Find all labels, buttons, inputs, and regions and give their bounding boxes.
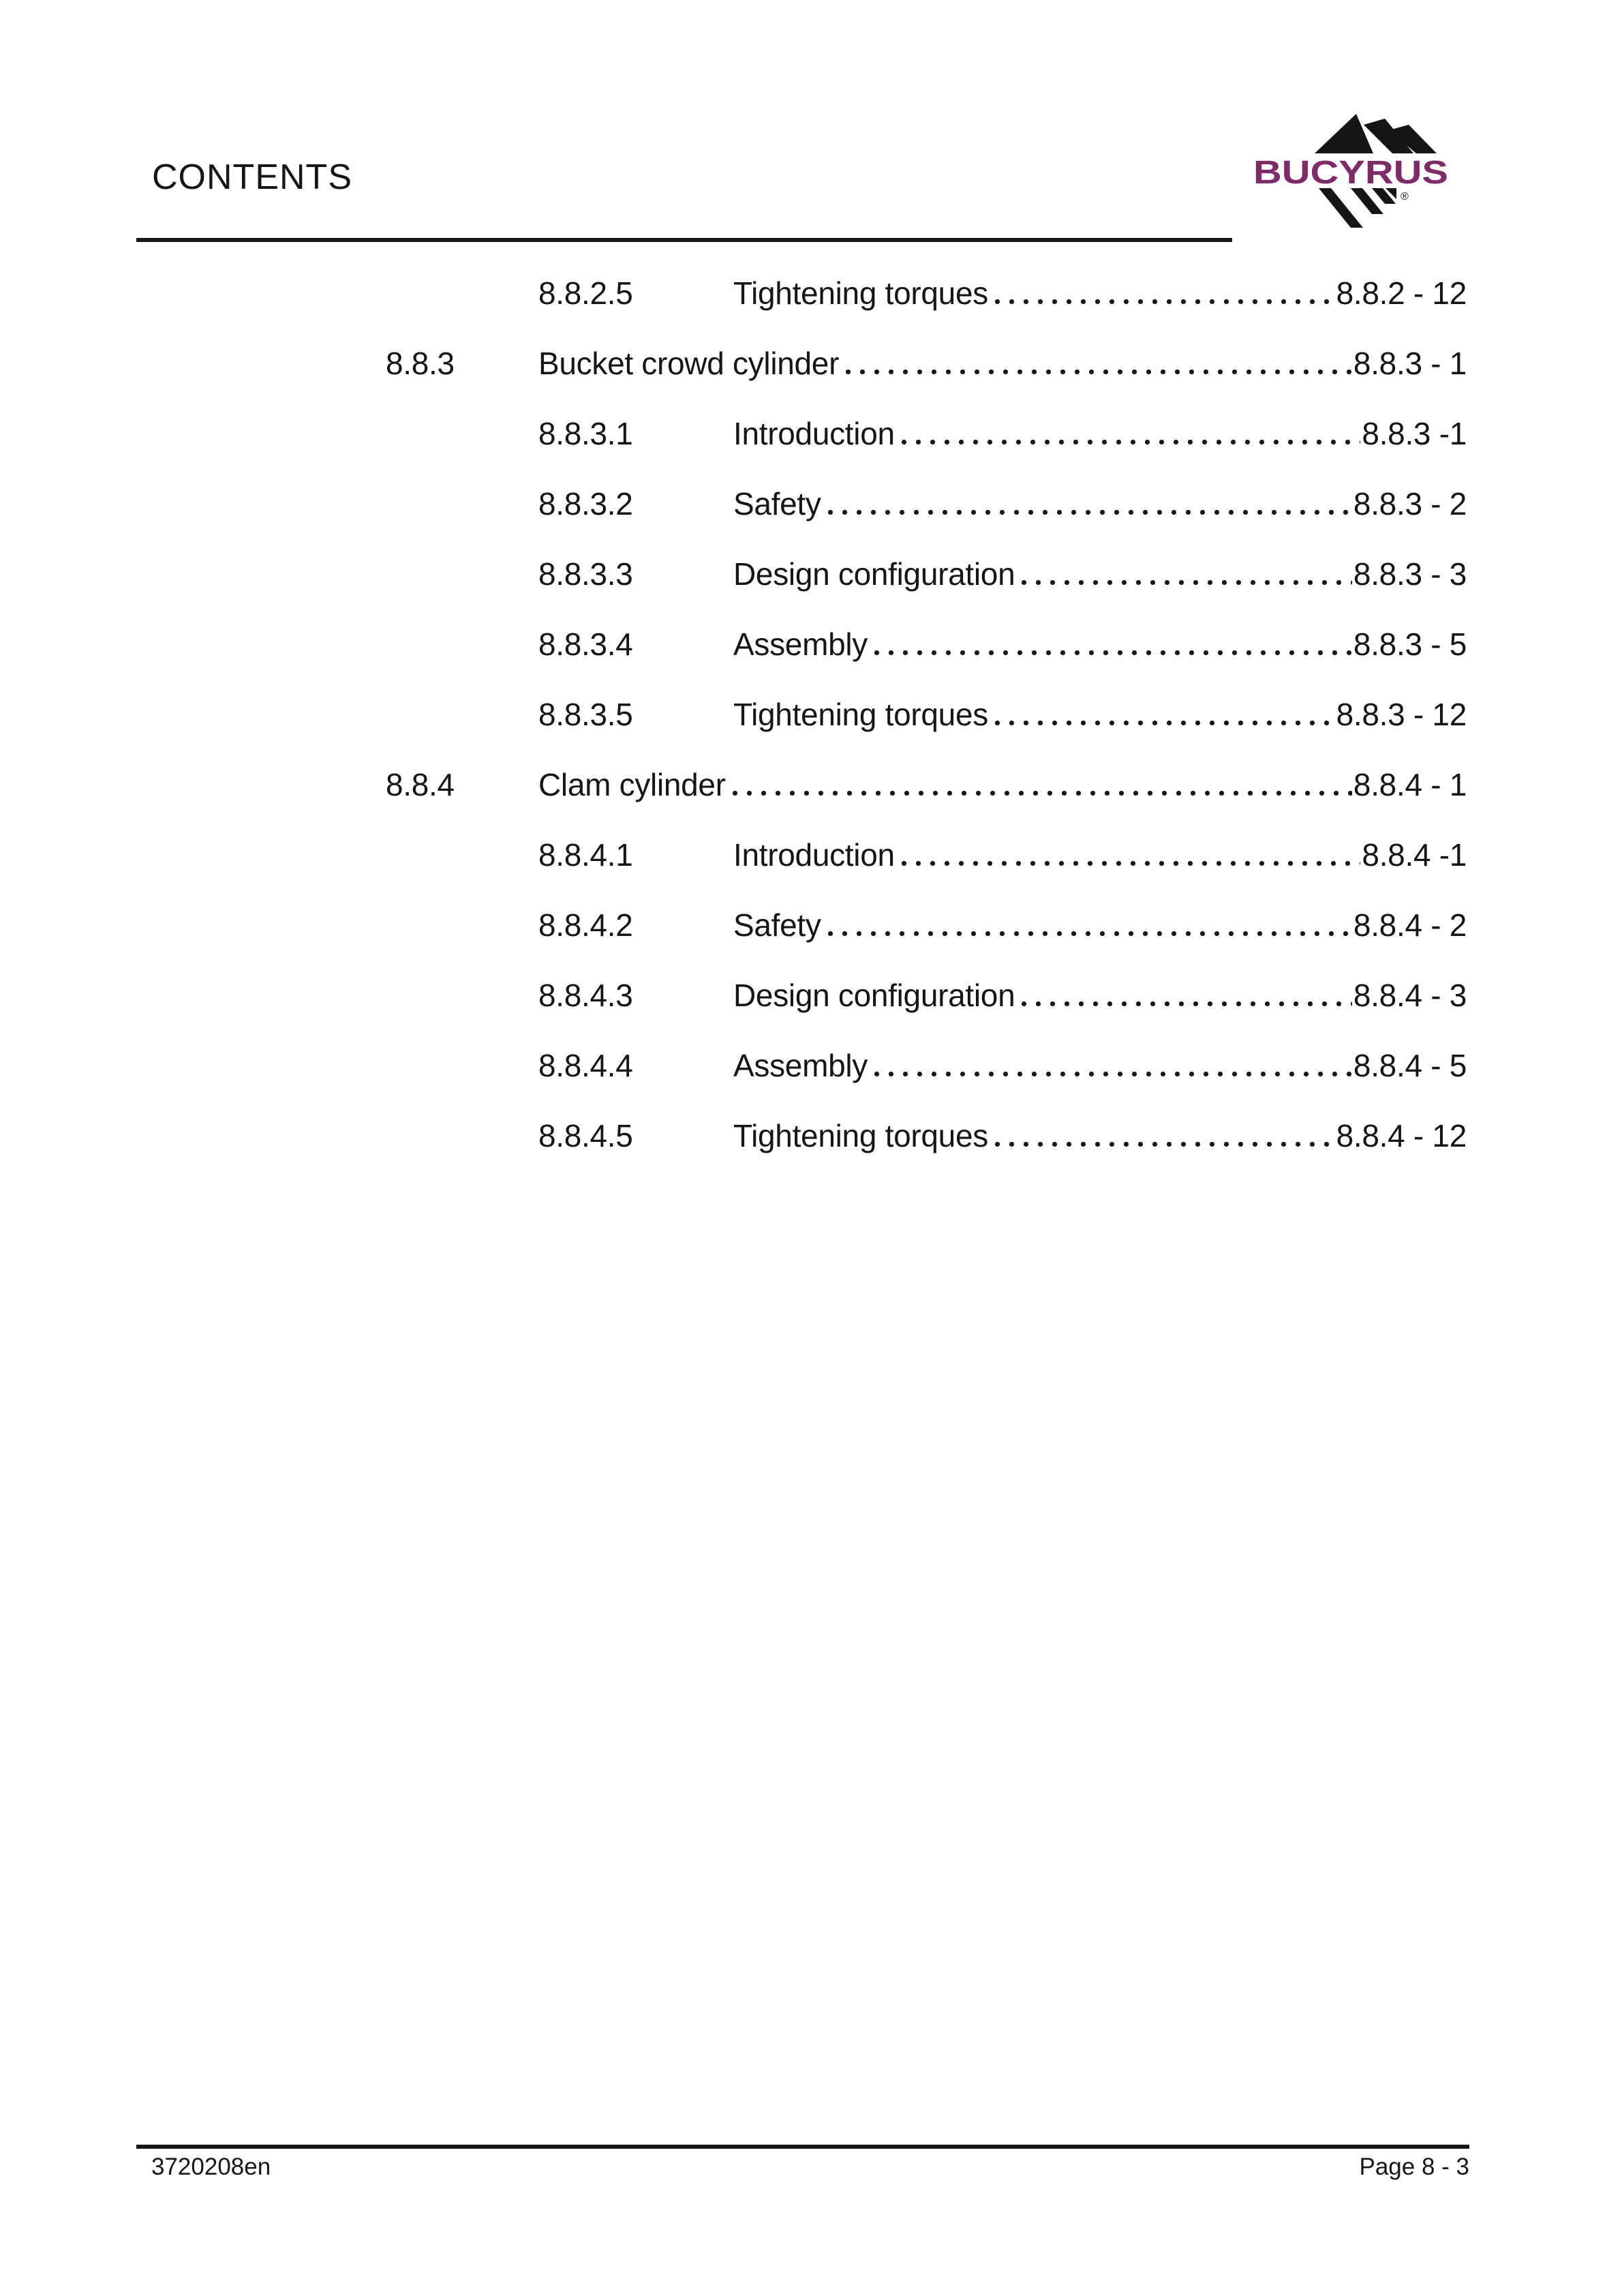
dot-leader <box>828 907 1352 944</box>
toc-entry-title: Safety <box>733 486 821 522</box>
toc-entry-number: 8.8.3 <box>386 346 455 381</box>
toc-entry-page: 8.8.4 - 12 <box>1336 1118 1467 1153</box>
dot-leader <box>1022 977 1352 1014</box>
toc-entry-title: Safety <box>733 907 821 943</box>
toc-entry-number: 8.8.3.3 <box>538 556 633 592</box>
toc-entry-page: 8.8.3 - 12 <box>1336 697 1467 732</box>
toc-entry <box>386 275 1467 345</box>
page-title: CONTENTS <box>152 157 352 197</box>
toc-entry <box>386 626 1467 696</box>
toc-entry-title: Introduction <box>733 837 895 873</box>
footer-divider <box>136 2145 1469 2149</box>
toc-entry-page: 8.8.3 -1 <box>1362 416 1467 451</box>
toc-entry-page: 8.8.2 - 12 <box>1336 275 1467 311</box>
dot-leader <box>1022 556 1352 593</box>
toc-entry-number: 8.8.4.1 <box>538 837 633 873</box>
dot-leader <box>874 1047 1352 1085</box>
toc-entry <box>386 556 1467 626</box>
footer <box>151 2153 1469 2181</box>
dot-leader <box>828 485 1352 523</box>
toc-entry-page: 8.8.4 -1 <box>1362 837 1467 873</box>
bucyrus-logo <box>1245 104 1450 235</box>
toc-entry-number: 8.8.4.3 <box>538 978 633 1013</box>
toc-entry <box>386 836 1467 907</box>
toc-entry-page: 8.8.3 - 2 <box>1353 486 1467 522</box>
registered-trademark-icon: ® <box>1401 191 1409 202</box>
table-of-contents <box>386 275 1467 1188</box>
dot-leader <box>995 696 1335 734</box>
document-number: 3720208en <box>151 2154 271 2180</box>
toc-entry-title: Assembly <box>733 1048 868 1083</box>
dot-leader <box>846 345 1352 382</box>
toc-entry-number: 8.8.3.2 <box>538 486 633 522</box>
toc-entry-title: Bucket crowd cylinder <box>538 346 840 381</box>
toc-entry-page: 8.8.4 - 2 <box>1353 907 1467 943</box>
toc-entry-page: 8.8.4 - 1 <box>1353 767 1467 802</box>
toc-entry-title: Tightening torques <box>733 1118 988 1153</box>
toc-entry-title: Tightening torques <box>733 697 988 732</box>
toc-entry <box>386 415 1467 485</box>
toc-entry-number: 8.8.3.1 <box>538 416 633 451</box>
toc-entry <box>386 485 1467 556</box>
toc-entry-number: 8.8.4.2 <box>538 907 633 943</box>
toc-entry-page: 8.8.3 - 5 <box>1353 626 1467 662</box>
toc-entry-title: Tightening torques <box>733 275 988 311</box>
toc-entry-title: Design configuration <box>733 978 1015 1013</box>
toc-entry-title: Assembly <box>733 626 868 662</box>
toc-entry-number: 8.8.3.4 <box>538 626 633 662</box>
toc-entry-page: 8.8.4 - 5 <box>1353 1048 1467 1083</box>
dot-leader <box>995 275 1335 312</box>
toc-entry <box>386 977 1467 1047</box>
toc-entry-number: 8.8.4.5 <box>538 1118 633 1153</box>
dot-leader <box>902 836 1361 874</box>
toc-entry <box>386 345 1467 415</box>
toc-entry <box>386 1047 1467 1117</box>
dot-leader <box>902 415 1361 453</box>
dot-leader <box>874 626 1352 663</box>
toc-entry-number: 8.8.3.5 <box>538 697 633 732</box>
toc-entry-title: Introduction <box>733 416 895 451</box>
toc-entry <box>386 766 1467 836</box>
page-number-label: Page 8 - 3 <box>1359 2154 1469 2180</box>
toc-entry-number: 8.8.4.4 <box>538 1048 633 1083</box>
toc-entry-page: 8.8.4 - 3 <box>1353 978 1467 1013</box>
header-divider <box>136 238 1232 242</box>
toc-entry-title: Clam cylinder <box>538 767 726 802</box>
toc-entry-title: Design configuration <box>733 556 1015 592</box>
dot-leader <box>995 1117 1335 1155</box>
toc-entry-number: 8.8.4 <box>386 767 455 802</box>
toc-entry <box>386 1117 1467 1188</box>
toc-entry <box>386 907 1467 977</box>
toc-entry-number: 8.8.2.5 <box>538 275 633 311</box>
dot-leader <box>733 766 1352 804</box>
brand-wordmark: BUCYRUS <box>1253 155 1448 191</box>
toc-entry-page: 8.8.3 - 3 <box>1353 556 1467 592</box>
toc-entry-page: 8.8.3 - 1 <box>1353 346 1467 381</box>
toc-entry <box>386 696 1467 766</box>
